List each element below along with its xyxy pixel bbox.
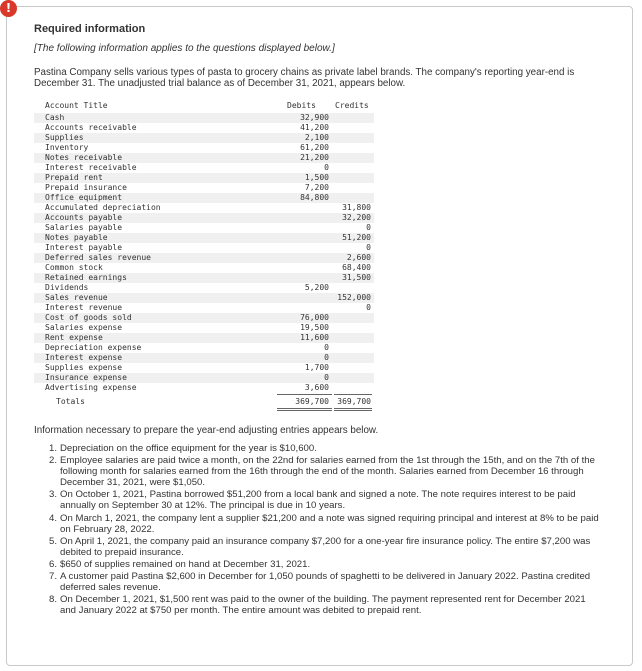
intro-paragraph: Pastina Company sells various types of pasta to grocery chains as private label brands. The company's reporting year-end is December 31. The unadjusted trial balance as of December 31, 2021, appears below.: [34, 67, 575, 90]
account-title: Cash: [45, 113, 65, 122]
credit-amount: 0: [366, 243, 371, 252]
trial-balance-row: [34, 143, 374, 153]
trial-balance-row: [34, 353, 374, 363]
adjustment-text: On March 1, 2021, the company lent a supplier $21,200 and a note was signed requiring principal and interest at 8% to be paid on February 28, 2022.: [60, 512, 599, 535]
alert-icon: !: [0, 0, 17, 17]
account-title: Rent expense: [45, 333, 103, 342]
account-title: Insurance expense: [45, 373, 127, 382]
trial-balance-row: [34, 253, 374, 263]
account-title: Notes receivable: [45, 153, 123, 162]
adjustment-item: [49, 594, 604, 616]
credit-amount: 0: [366, 223, 371, 232]
trial-balance-row: [34, 223, 374, 233]
account-title: Inventory: [45, 143, 89, 152]
account-title: Interest receivable: [45, 163, 137, 172]
debit-amount: 5,200: [304, 283, 329, 292]
trial-balance-row: [34, 233, 374, 243]
trial-balance-row: [34, 163, 374, 173]
debit-amount: 19,500: [300, 323, 329, 332]
totals-credit: 369,700: [337, 397, 371, 406]
adjustment-number: 2.: [49, 455, 58, 467]
adjustment-item: [49, 571, 604, 593]
adjustment-text: A customer paid Pastina $2,600 in December for 1,050 pounds of spaghetti to be delivered in January 2022. Pastina credited deferred sales revenue.: [60, 571, 591, 594]
account-title: Depreciation expense: [45, 343, 142, 352]
trial-balance-row: [34, 273, 374, 283]
debit-amount: 7,200: [304, 183, 329, 192]
account-title: Supplies: [45, 133, 84, 142]
account-title: Interest revenue: [45, 303, 123, 312]
adjustment-item: [49, 489, 604, 511]
credit-amount: 68,400: [342, 263, 371, 272]
debit-amount: 3,600: [304, 383, 329, 392]
adjustments-list: [49, 443, 604, 617]
debit-amount: 84,800: [300, 193, 329, 202]
header-account-title: Account Title: [45, 101, 108, 110]
applies-note: [The following information applies to the questions displayed below.]: [34, 43, 335, 54]
required-information-heading: Required information: [34, 23, 146, 35]
credit-amount: 0: [366, 303, 371, 312]
adjustment-text: Employee salaries are paid twice a month, on the 22nd for salaries earned from the 1st through the 15th, and on the 7th of the following month for salaries earned from the 16th through the end of the month. Salaries earned from December 16 through December 31, 2021, were $1,050.: [60, 455, 595, 489]
trial-balance-row: [34, 293, 374, 303]
debit-amount: 0: [324, 353, 329, 362]
trial-balance-row: [34, 173, 374, 183]
trial-balance-row: [34, 153, 374, 163]
header-debits: Debits: [287, 101, 316, 110]
account-title: Common stock: [45, 263, 103, 272]
adjustment-number: 8.: [49, 594, 58, 606]
trial-balance-totals: [34, 397, 374, 407]
account-title: Office equipment: [45, 193, 123, 202]
account-title: Cost of goods sold: [45, 313, 132, 322]
adjustment-text: On December 1, 2021, $1,500 rent was paid to the owner of the building. The payment represented rent for December 2021 and January 2022 at $750 per month. The entire amount was debited to prepaid rent.: [60, 594, 586, 617]
adjustment-item: [49, 536, 604, 558]
account-title: Interest payable: [45, 243, 123, 252]
trial-balance-row: [34, 383, 374, 393]
trial-balance-row: [34, 133, 374, 143]
adjustments-intro: Information necessary to prepare the year-end adjusting entries appears below.: [34, 425, 379, 436]
debit-double-underline: [277, 408, 332, 411]
trial-balance-row: [34, 313, 374, 323]
account-title: Salaries payable: [45, 223, 123, 232]
credit-amount: 2,600: [346, 253, 371, 262]
trial-balance-row: [34, 363, 374, 373]
debit-amount: 0: [324, 163, 329, 172]
account-title: Notes payable: [45, 233, 108, 242]
adjustment-number: 6.: [49, 558, 58, 570]
account-title: Salaries expense: [45, 323, 123, 332]
adjustment-text: $650 of supplies remained on hand at December 31, 2021.: [60, 558, 311, 570]
totals-debit: 369,700: [295, 397, 329, 406]
credit-amount: 31,500: [342, 273, 371, 282]
account-title: Advertising expense: [45, 383, 137, 392]
adjustment-item: [49, 559, 604, 570]
adjustment-number: 1.: [49, 443, 58, 454]
adjustment-item: [49, 513, 604, 535]
account-title: Sales revenue: [45, 293, 108, 302]
trial-balance-row: [34, 373, 374, 383]
debit-amount: 76,000: [300, 313, 329, 322]
credit-sum-line: [334, 394, 372, 395]
credit-double-underline: [334, 408, 372, 411]
debit-amount: 1,700: [304, 363, 329, 372]
adjustment-number: 7.: [49, 571, 58, 583]
credit-amount: 32,200: [342, 213, 371, 222]
account-title: Prepaid rent: [45, 173, 103, 182]
debit-amount: 32,900: [300, 113, 329, 122]
account-title: Deferred sales revenue: [45, 253, 151, 262]
account-title: Interest expense: [45, 353, 123, 362]
adjustment-number: 4.: [49, 512, 58, 524]
trial-balance-row: [34, 343, 374, 353]
adjustment-number: 3.: [49, 489, 58, 501]
adjustment-item: [49, 455, 604, 488]
trial-balance-row: [34, 333, 374, 343]
debit-amount: 1,500: [304, 173, 329, 182]
debit-amount: 0: [324, 373, 329, 382]
account-title: Accounts payable: [45, 213, 123, 222]
debit-amount: 2,100: [304, 133, 329, 142]
account-title: Prepaid insurance: [45, 183, 127, 192]
debit-amount: 11,600: [300, 333, 329, 342]
trial-balance-row: [34, 203, 374, 213]
account-title: Accounts receivable: [45, 123, 137, 132]
debit-amount: 61,200: [300, 143, 329, 152]
trial-balance-row: [34, 113, 374, 123]
credit-amount: 31,800: [342, 203, 371, 212]
debit-amount: 41,200: [300, 123, 329, 132]
trial-balance-row: [34, 303, 374, 313]
trial-balance-row: [34, 123, 374, 133]
credit-amount: 51,200: [342, 233, 371, 242]
account-title: Supplies expense: [45, 363, 123, 372]
adjustment-text: On April 1, 2021, the company paid an insurance company $7,200 for a one-year fire insurance policy. The entire $7,200 was debited to prepaid insurance.: [60, 535, 591, 558]
trial-balance-table: [34, 101, 374, 413]
trial-balance-row: [34, 213, 374, 223]
trial-balance-row: [34, 263, 374, 273]
debit-sum-line: [277, 394, 332, 395]
trial-balance-row: [34, 283, 374, 293]
adjustment-item: [49, 443, 604, 454]
adjustment-number: 5.: [49, 535, 58, 547]
account-title: Accumulated depreciation: [45, 203, 161, 212]
account-title: Retained earnings: [45, 273, 127, 282]
totals-label: Totals: [56, 397, 85, 406]
debit-amount: 21,200: [300, 153, 329, 162]
debit-amount: 0: [324, 343, 329, 352]
trial-balance-row: [34, 183, 374, 193]
adjustment-text: On October 1, 2021, Pastina borrowed $51,200 from a local bank and signed a note. The note requires interest to be paid annually on September 30 at 12%. The principal is due in 10 years.: [60, 489, 576, 512]
trial-balance-row: [34, 193, 374, 203]
trial-balance-row: [34, 323, 374, 333]
header-credits: Credits: [335, 101, 369, 110]
credit-amount: 152,000: [337, 293, 371, 302]
trial-balance-row: [34, 243, 374, 253]
account-title: Dividends: [45, 283, 89, 292]
trial-balance-header: [34, 101, 374, 111]
adjustment-text: Depreciation on the office equipment for the year is $10,600.: [60, 443, 317, 454]
